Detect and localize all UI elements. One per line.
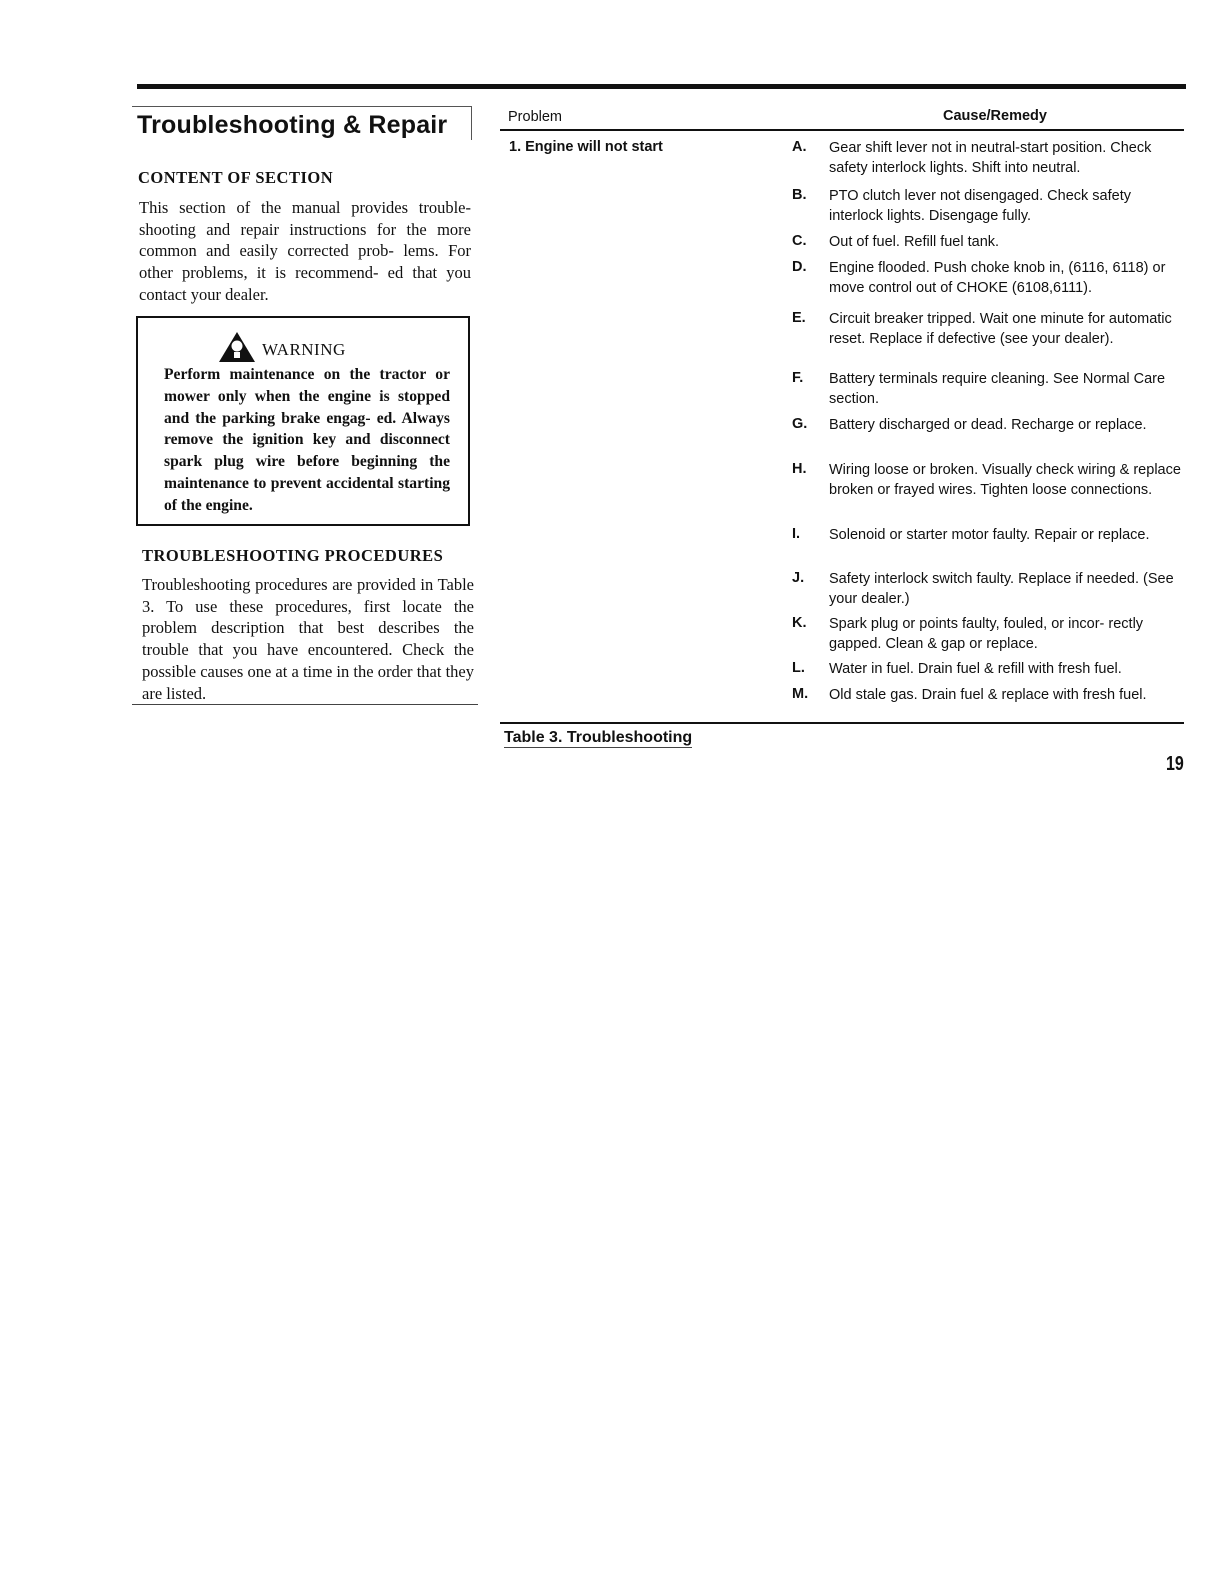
content-heading: CONTENT OF SECTION — [138, 168, 334, 187]
table-caption: Table 3. Troubleshooting — [504, 729, 693, 746]
cause-letter: H. — [792, 461, 807, 477]
page-number: 19 — [1166, 753, 1184, 775]
table-bottom-rule — [500, 722, 1184, 724]
warning-triangle-icon — [218, 331, 256, 368]
cause-letter: J. — [792, 570, 805, 586]
cause-letter: F. — [792, 370, 804, 386]
warning-header — [218, 331, 346, 368]
procedures-text: Troubleshooting procedures are provided in Table 3. To use these procedures, first locate the problem description that best describes the trouble that you have encountered. Check the possible causes one at a time in the order that they are listed. — [142, 575, 474, 703]
content-text: This section of the manual provides trouble- shooting and repair instructions for the more common and easily corrected prob- lems. For other problems, it is recommend- ed that you contact your dealer. — [139, 198, 471, 304]
cause-text: Water in fuel. Drain fuel & refill with fresh fuel. — [829, 661, 1122, 677]
cause-letter: L. — [792, 660, 805, 676]
left-bottom-rule — [132, 704, 478, 705]
cause-letter: C. — [792, 233, 807, 249]
warning-box — [136, 316, 470, 526]
left-column — [132, 106, 478, 703]
cause-letter: G. — [792, 416, 808, 432]
warning-title: WARNING — [262, 339, 346, 359]
cause-text: Spark plug or points faulty, fouled, or incor- rectly gapped. Clean & gap or replace. — [829, 616, 1144, 652]
header-rule — [500, 129, 1184, 131]
cause-text: Solenoid or starter motor faulty. Repair or replace. — [829, 527, 1150, 543]
header-cause: Cause/Remedy — [943, 108, 1047, 124]
cause-text: Wiring loose or broken. Visually check wiring & replace broken or frayed wires. Tighten loose connections. — [829, 462, 1181, 498]
cause-text: Engine flooded. Push choke knob in, (6116, 6118) or move control out of CHOKE (6108,6111). — [829, 260, 1166, 296]
cause-letter: E. — [792, 310, 806, 326]
cause-text: Circuit breaker tripped. Wait one minute for automatic reset. Replace if defective (see your dealer). — [829, 311, 1172, 347]
procedures-heading: TROUBLESHOOTING PROCEDURES — [142, 546, 444, 565]
cause-text: Safety interlock switch faulty. Replace if needed. (See your dealer.) — [829, 571, 1174, 607]
cause-text: PTO clutch lever not disengaged. Check safety interlock lights. Disengage fully. — [829, 188, 1131, 224]
cause-letter: I. — [792, 526, 801, 542]
cause-letter: A. — [792, 139, 807, 155]
cause-letter: K. — [792, 615, 807, 631]
problem-label: 1. Engine will not start — [509, 139, 663, 155]
cause-text: Out of fuel. Refill fuel tank. — [829, 234, 1000, 250]
header-problem: Problem — [508, 109, 562, 125]
cause-letter: B. — [792, 187, 807, 203]
cause-letter: M. — [792, 686, 809, 702]
top-rule — [137, 84, 1186, 89]
cause-text: Battery discharged or dead. Recharge or replace. — [829, 417, 1147, 433]
cause-text: Old stale gas. Drain fuel & replace with fresh fuel. — [829, 687, 1147, 703]
cause-letter: D. — [792, 259, 807, 275]
section-title: Troubleshooting & Repair — [132, 106, 472, 140]
cause-text: Gear shift lever not in neutral-start position. Check safety interlock lights. Shift into neutral. — [829, 140, 1152, 176]
cause-text: Battery terminals require cleaning. See Normal Care section. — [829, 371, 1166, 407]
warning-text: Perform maintenance on the tractor or mower only when the engine is stopped and the parking brake engag- ed. Always remove the ignition key and disconnect spark plug wire before beginning the maintenance to prevent accidental starting of the engine. — [164, 366, 450, 514]
